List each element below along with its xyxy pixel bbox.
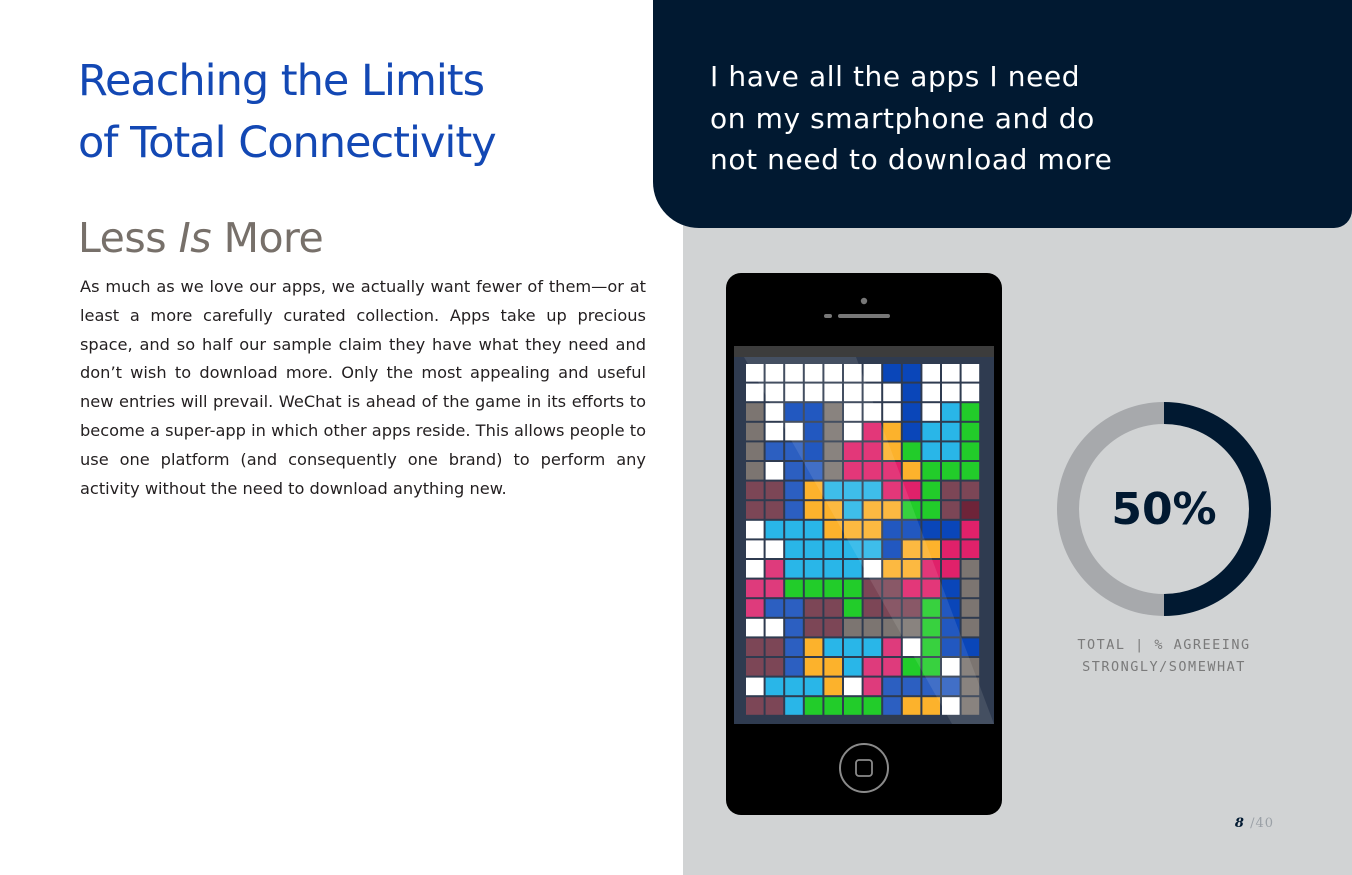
app-tile bbox=[864, 678, 882, 696]
app-tile bbox=[864, 658, 882, 676]
app-tile bbox=[746, 540, 764, 558]
app-tile bbox=[962, 560, 980, 578]
app-tile bbox=[766, 580, 784, 598]
app-tile bbox=[746, 678, 764, 696]
app-tile bbox=[903, 423, 921, 441]
app-tile bbox=[844, 619, 862, 637]
app-tile bbox=[962, 501, 980, 519]
app-tile bbox=[922, 697, 940, 715]
app-tile bbox=[922, 462, 940, 480]
app-tile bbox=[766, 540, 784, 558]
app-tile bbox=[962, 364, 980, 382]
survey-statement bbox=[710, 56, 1230, 181]
section-heading-start: Less bbox=[78, 214, 179, 262]
app-tile bbox=[824, 697, 842, 715]
app-tile bbox=[962, 462, 980, 480]
app-tile bbox=[746, 599, 764, 617]
app-tile bbox=[864, 697, 882, 715]
app-tile bbox=[844, 560, 862, 578]
app-tile bbox=[844, 697, 862, 715]
app-tile bbox=[785, 658, 803, 676]
phone-camera bbox=[861, 298, 867, 304]
app-tile bbox=[766, 482, 784, 500]
app-tile bbox=[942, 442, 960, 460]
app-tile bbox=[962, 521, 980, 539]
app-tile bbox=[766, 619, 784, 637]
section-heading-italic: Is bbox=[178, 214, 212, 262]
app-tile bbox=[903, 384, 921, 402]
app-tile bbox=[883, 638, 901, 656]
page-title-line-1: Reaching the Limits bbox=[78, 56, 485, 106]
app-tile bbox=[785, 599, 803, 617]
app-tile bbox=[903, 678, 921, 696]
app-tile bbox=[942, 540, 960, 558]
app-tile bbox=[785, 521, 803, 539]
app-tile bbox=[785, 482, 803, 500]
app-tile bbox=[785, 678, 803, 696]
app-tile bbox=[766, 678, 784, 696]
app-tile bbox=[746, 619, 764, 637]
app-tile bbox=[785, 638, 803, 656]
app-tile bbox=[942, 560, 960, 578]
app-tile bbox=[962, 384, 980, 402]
app-tile bbox=[942, 482, 960, 500]
app-tile bbox=[844, 638, 862, 656]
survey-statement-line-3: not need to download more bbox=[710, 143, 1113, 176]
app-tile bbox=[942, 423, 960, 441]
app-tile bbox=[922, 521, 940, 539]
app-tile bbox=[766, 599, 784, 617]
app-tile bbox=[785, 697, 803, 715]
app-tile bbox=[805, 638, 823, 656]
app-tile bbox=[805, 560, 823, 578]
app-tile bbox=[746, 560, 764, 578]
app-tile bbox=[805, 521, 823, 539]
app-tile bbox=[883, 678, 901, 696]
app-tile bbox=[785, 462, 803, 480]
app-tile bbox=[766, 638, 784, 656]
app-tile bbox=[746, 580, 764, 598]
survey-statement-line-1: I have all the apps I need bbox=[710, 60, 1081, 93]
app-tile bbox=[766, 423, 784, 441]
page-number-total: /40 bbox=[1250, 816, 1274, 831]
app-tile bbox=[746, 462, 764, 480]
app-tile bbox=[785, 540, 803, 558]
app-tile bbox=[864, 364, 882, 382]
section-heading-end: More bbox=[211, 214, 324, 262]
app-tile bbox=[746, 442, 764, 460]
app-tile bbox=[766, 697, 784, 715]
survey-statement-line-2: on my smartphone and do bbox=[710, 101, 1095, 135]
app-tile bbox=[922, 384, 940, 402]
app-tile bbox=[824, 560, 842, 578]
app-tile bbox=[883, 364, 901, 382]
app-tile bbox=[962, 580, 980, 598]
app-tile bbox=[746, 697, 764, 715]
app-tile bbox=[766, 442, 784, 460]
app-tile bbox=[883, 697, 901, 715]
app-tile bbox=[824, 540, 842, 558]
app-tile bbox=[766, 462, 784, 480]
app-tile bbox=[942, 384, 960, 402]
app-tile bbox=[922, 403, 940, 421]
phone-sensor bbox=[824, 314, 832, 318]
app-tile bbox=[942, 501, 960, 519]
app-tile bbox=[824, 658, 842, 676]
smartphone-illustration bbox=[726, 273, 1002, 815]
app-tile bbox=[824, 638, 842, 656]
app-tile bbox=[824, 599, 842, 617]
app-tile bbox=[766, 521, 784, 539]
body-paragraph: As much as we love our apps, we actually want fewer of them—or at least a more carefully curated collection. Apps take up precious space, and so half our sample claim they have what they need and don’t wish to download more. Only the most appealing and useful new entries will prevail. WeChat is ahead of the game in its efforts to become a super-app in which other apps reside. This allows people to use one platform (and consequently one brand) to perform any activity without the need to download anything new. bbox=[80, 277, 646, 498]
phone-status-bar bbox=[734, 346, 994, 357]
app-tile bbox=[805, 599, 823, 617]
app-tile bbox=[844, 678, 862, 696]
app-tile bbox=[962, 619, 980, 637]
app-tile bbox=[883, 403, 901, 421]
app-tile bbox=[805, 540, 823, 558]
app-tile bbox=[824, 580, 842, 598]
app-tile bbox=[942, 403, 960, 421]
app-tile bbox=[766, 501, 784, 519]
page-number bbox=[1210, 815, 1274, 833]
app-tile bbox=[962, 482, 980, 500]
app-tile bbox=[883, 384, 901, 402]
app-tile bbox=[864, 638, 882, 656]
app-tile bbox=[962, 599, 980, 617]
app-tile bbox=[844, 580, 862, 598]
app-tile bbox=[805, 658, 823, 676]
app-tile bbox=[942, 462, 960, 480]
app-tile bbox=[805, 697, 823, 715]
app-tile bbox=[766, 560, 784, 578]
stat-caption-line-1: TOTAL | % AGREEING bbox=[1077, 637, 1251, 653]
app-tile bbox=[785, 619, 803, 637]
phone-speaker bbox=[838, 314, 890, 318]
app-tile bbox=[922, 501, 940, 519]
app-tile bbox=[824, 619, 842, 637]
app-tile bbox=[824, 678, 842, 696]
app-tile bbox=[922, 482, 940, 500]
app-tile bbox=[864, 599, 882, 617]
app-tile bbox=[962, 403, 980, 421]
stat-caption-line-2: STRONGLY/SOMEWHAT bbox=[1082, 659, 1246, 675]
page-title-line-2: of Total Connectivity bbox=[78, 118, 496, 168]
app-tile bbox=[864, 619, 882, 637]
stat-caption bbox=[1040, 634, 1288, 678]
app-tile bbox=[903, 403, 921, 421]
app-tile bbox=[962, 423, 980, 441]
app-tile bbox=[746, 403, 764, 421]
app-tile bbox=[746, 482, 764, 500]
app-tile bbox=[903, 364, 921, 382]
app-tile bbox=[962, 442, 980, 460]
app-tile bbox=[746, 638, 764, 656]
app-tile bbox=[785, 560, 803, 578]
app-tile bbox=[785, 580, 803, 598]
app-tile bbox=[903, 697, 921, 715]
app-tile bbox=[805, 580, 823, 598]
app-tile bbox=[883, 658, 901, 676]
stat-value: 50% bbox=[1111, 484, 1217, 535]
app-tile bbox=[785, 501, 803, 519]
app-tile bbox=[942, 364, 960, 382]
app-tile bbox=[746, 658, 764, 676]
app-tile bbox=[922, 442, 940, 460]
app-tile bbox=[746, 521, 764, 539]
app-tile bbox=[746, 501, 764, 519]
app-tile bbox=[922, 364, 940, 382]
app-tile bbox=[942, 521, 960, 539]
app-tile bbox=[844, 599, 862, 617]
app-tile bbox=[903, 462, 921, 480]
page-title bbox=[78, 50, 496, 174]
app-tile bbox=[922, 423, 940, 441]
app-tile bbox=[903, 442, 921, 460]
section-heading bbox=[78, 212, 323, 264]
app-tile bbox=[766, 658, 784, 676]
app-tile bbox=[962, 540, 980, 558]
page-number-current: 8 bbox=[1234, 816, 1245, 831]
app-tile bbox=[805, 501, 823, 519]
app-tile bbox=[844, 658, 862, 676]
app-tile bbox=[805, 678, 823, 696]
app-tile bbox=[805, 619, 823, 637]
app-tile bbox=[746, 423, 764, 441]
